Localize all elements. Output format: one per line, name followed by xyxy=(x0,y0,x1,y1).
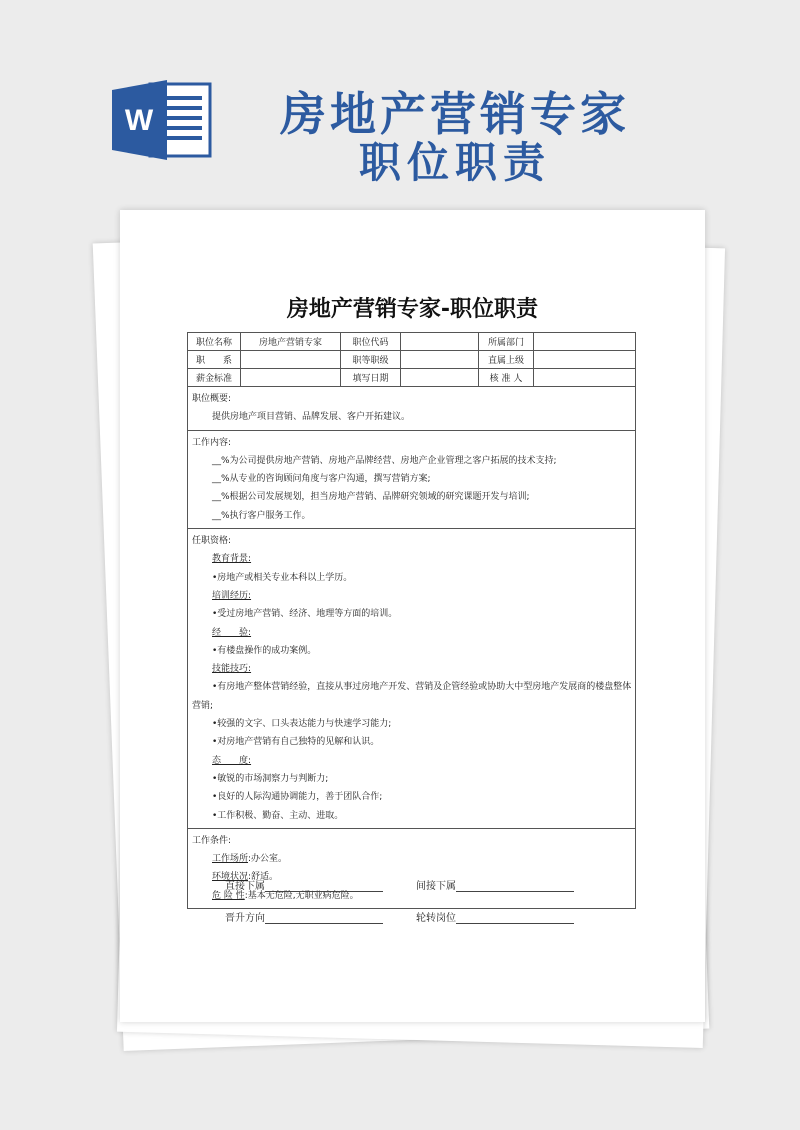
table-row xyxy=(188,333,636,351)
conditions-section xyxy=(188,828,636,908)
qualification-label: 技能技巧: xyxy=(212,664,252,675)
field-value xyxy=(241,369,341,387)
field-value xyxy=(534,369,636,387)
job-table xyxy=(187,332,636,909)
field-label: 直属上级 xyxy=(479,351,534,369)
footer-blank[interactable] xyxy=(265,913,383,924)
content-item: __%从专业的咨询顾问角度与客户沟通，撰写营销方案; xyxy=(212,474,431,485)
qualification-item: •敏锐的市场洞察力与判断力; xyxy=(212,773,329,784)
qualification-item: •工作积极、勤奋、主动、进取。 xyxy=(212,810,344,821)
condition-value: :基本无危险,无职业病危险。 xyxy=(244,890,359,901)
word-icon xyxy=(112,80,212,160)
condition-label: 环境状况 xyxy=(212,872,249,883)
field-value xyxy=(241,351,341,369)
footer-label: 轮转岗位 xyxy=(416,913,456,924)
footer-field xyxy=(225,877,383,892)
qualification-label: 态 度: xyxy=(212,755,252,766)
content-item: __%根据公司发展规划，担当房地产营销、品牌研究领域的研究课题开发与培训; xyxy=(212,492,530,503)
condition-value: :舒适。 xyxy=(248,872,279,883)
field-label: 核 准 人 xyxy=(479,369,534,387)
field-value xyxy=(401,351,479,369)
footer-field xyxy=(416,909,574,924)
qualification-item: •有房地产整体营销经验，直接从事过房地产开发、营销及企管经验或协助大中型房地产发展商的楼盘整体 xyxy=(212,682,632,693)
qualification-label: 经 验: xyxy=(212,627,252,638)
field-value xyxy=(401,369,479,387)
field-label: 所属部门 xyxy=(479,333,534,351)
footer-blank[interactable] xyxy=(456,881,574,892)
field-value xyxy=(534,333,636,351)
footer-blank[interactable] xyxy=(456,913,574,924)
document-title: 房地产营销专家-职位职责 xyxy=(286,297,539,322)
summary-heading: 职位概要: xyxy=(192,394,232,404)
qualification-item: •良好的人际沟通协调能力，善于团队合作; xyxy=(212,792,383,803)
svg-text:W: W xyxy=(124,104,154,137)
field-value: 房地产营销专家 xyxy=(241,333,341,351)
field-label: 职 系 xyxy=(188,351,241,369)
footer-field xyxy=(225,909,383,924)
field-label: 职位代码 xyxy=(341,333,401,351)
field-value xyxy=(534,351,636,369)
summary-text: 提供房地产项目营销、品牌发展、客户开拓建议。 xyxy=(212,412,411,423)
content-item: __%执行客户服务工作。 xyxy=(212,510,311,521)
content-section xyxy=(188,430,636,528)
qualifications-section xyxy=(188,529,636,829)
qualification-item: •较强的文字、口头表达能力与快速学习能力; xyxy=(212,719,392,730)
qualification-label: 培训经历: xyxy=(212,590,252,601)
condition-label: 危 险 性 xyxy=(212,890,245,901)
qualification-item: 营销; xyxy=(192,700,214,711)
condition-item xyxy=(192,850,631,868)
field-value xyxy=(401,333,479,351)
qualifications-heading: 任职资格: xyxy=(192,536,232,547)
document-page xyxy=(120,210,705,1022)
qualification-item: •房地产或相关专业本科以上学历。 xyxy=(212,572,353,583)
summary-section xyxy=(188,387,636,431)
content-item: __%为公司提供房地产营销、房地产品牌经营、房地产企业管理之客户拓展的技术支持; xyxy=(212,455,557,466)
conditions-heading: 工作条件: xyxy=(192,835,232,846)
content-heading: 工作内容: xyxy=(192,437,232,448)
qualification-item: •受过房地产营销、经济、地理等方面的培训。 xyxy=(212,609,398,620)
condition-value: :办公室。 xyxy=(248,854,288,865)
field-label: 填写日期 xyxy=(341,369,401,387)
footer-label: 间接下属 xyxy=(416,881,456,892)
footer-label: 直接下属 xyxy=(225,881,265,892)
qualification-item: •有楼盘操作的成功案例。 xyxy=(212,645,317,656)
field-label: 职等职级 xyxy=(341,351,401,369)
table-row xyxy=(188,351,636,369)
table-row xyxy=(188,369,636,387)
footer-field xyxy=(416,877,574,892)
field-label: 薪金标准 xyxy=(188,369,241,387)
qualification-label: 教育背景: xyxy=(212,554,252,565)
banner-subtitle: 职位职责 xyxy=(358,138,551,187)
condition-label: 工作场所 xyxy=(212,854,249,865)
banner-title: 房地产营销专家 xyxy=(280,87,630,141)
footer-blank[interactable] xyxy=(265,881,383,892)
footer-label: 晋升方向 xyxy=(225,913,265,924)
qualification-item: •对房地产营销有自己独特的见解和认识。 xyxy=(212,737,380,748)
field-label: 职位名称 xyxy=(188,333,241,351)
